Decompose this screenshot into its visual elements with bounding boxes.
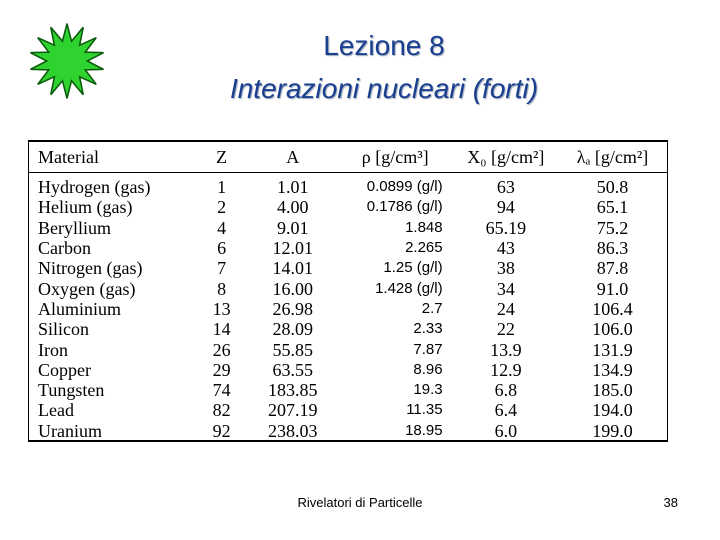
- cell-radiation-length: 13.9: [490, 339, 522, 360]
- cell-a: 63.55: [272, 359, 313, 380]
- table-right-border: [667, 142, 668, 440]
- cell-a: 14.01: [272, 258, 313, 279]
- cell-density: 2.265: [405, 239, 443, 257]
- cell-interaction-length: 199.0: [592, 420, 633, 441]
- cell-radiation-length: 24: [496, 298, 515, 319]
- cell-material: Beryllium: [38, 217, 111, 238]
- cell-z: 13: [212, 298, 231, 319]
- cell-material: Nitrogen (gas): [38, 258, 143, 279]
- cell-material: Oxygen (gas): [38, 278, 136, 299]
- cell-density: 2.33: [413, 320, 443, 338]
- cell-a: 183.85: [267, 380, 318, 401]
- cell-radiation-length: 43: [496, 238, 515, 259]
- table-row: [28, 218, 668, 238]
- cell-z: 4: [217, 217, 227, 238]
- cell-material: Tungsten: [38, 380, 105, 401]
- table-header-row: [28, 142, 668, 173]
- cell-interaction-length: 185.0: [592, 380, 633, 401]
- cell-interaction-length: 194.0: [592, 400, 633, 421]
- cell-material: Silicon: [38, 319, 90, 340]
- cell-a: 9.01: [276, 217, 309, 238]
- header-a: A: [250, 142, 336, 173]
- cell-radiation-length: 12.9: [490, 359, 522, 380]
- cell-z: 6: [217, 238, 227, 259]
- cell-z: 1: [217, 177, 227, 198]
- header-radiation-length: X₀ [g/cm²]: [455, 142, 557, 173]
- table-row: [28, 339, 668, 359]
- cell-material: Uranium: [38, 420, 102, 441]
- cell-a: 12.01: [272, 238, 313, 259]
- cell-a: 4.00: [276, 197, 309, 218]
- table-row: [28, 299, 668, 319]
- table-row: [28, 173, 668, 198]
- table-row: [28, 258, 668, 278]
- table-row: [28, 238, 668, 258]
- cell-a: 207.19: [267, 400, 318, 421]
- cell-density: 19.3: [413, 381, 443, 399]
- cell-material: Copper: [38, 359, 91, 380]
- cell-interaction-length: 87.8: [596, 258, 629, 279]
- cell-density: 2.7: [421, 299, 443, 317]
- page-title: Lezione 8: [323, 30, 445, 61]
- materials-table: [28, 140, 668, 442]
- cell-material: Aluminium: [38, 298, 122, 319]
- cell-radiation-length: 6.0: [494, 420, 518, 441]
- cell-a: 55.85: [272, 339, 313, 360]
- cell-interaction-length: 131.9: [592, 339, 633, 360]
- cell-z: 82: [212, 400, 231, 421]
- cell-density: 8.96: [413, 360, 443, 378]
- cell-interaction-length: 134.9: [592, 359, 633, 380]
- table-row: [28, 380, 668, 400]
- cell-a: 1.01: [276, 177, 309, 198]
- cell-density: 7.87: [413, 340, 443, 358]
- cell-material: Iron: [38, 339, 68, 360]
- cell-radiation-length: 63: [496, 177, 515, 198]
- cell-interaction-length: 50.8: [596, 177, 629, 198]
- cell-z: 29: [212, 359, 231, 380]
- cell-radiation-length: 65.19: [485, 217, 527, 238]
- page-subtitle: Interazioni nucleari (forti): [229, 73, 539, 104]
- table-row: [28, 421, 668, 441]
- cell-material: Hydrogen (gas): [38, 177, 151, 198]
- header-density: ρ [g/cm³]: [336, 142, 455, 173]
- cell-interaction-length: 65.1: [596, 197, 629, 218]
- cell-density: 1.848: [405, 218, 443, 236]
- table-row: [28, 197, 668, 217]
- cell-z: 92: [212, 420, 231, 441]
- cell-material: Helium (gas): [38, 197, 133, 218]
- cell-radiation-length: 94: [496, 197, 515, 218]
- cell-z: 7: [217, 258, 227, 279]
- table-row: [28, 360, 668, 380]
- cell-radiation-length: 6.4: [494, 400, 518, 421]
- cell-z: 2: [217, 197, 227, 218]
- cell-material: Lead: [38, 400, 74, 421]
- footer-course-name: Rivelatori di Particelle: [297, 495, 423, 510]
- cell-density: 11.35: [406, 401, 443, 419]
- cell-z: 8: [217, 278, 227, 299]
- cell-interaction-length: 91.0: [596, 278, 629, 299]
- cell-a: 28.09: [272, 319, 313, 340]
- cell-density: 0.1786 (g/l): [366, 198, 443, 216]
- cell-material: Carbon: [38, 238, 91, 259]
- cell-a: 26.98: [272, 298, 313, 319]
- cell-radiation-length: 38: [496, 258, 515, 279]
- table-row: [28, 278, 668, 298]
- cell-z: 14: [212, 319, 231, 340]
- cell-radiation-length: 22: [496, 319, 515, 340]
- cell-density: 1.428 (g/l): [375, 279, 443, 297]
- cell-z: 74: [212, 380, 231, 401]
- cell-z: 26: [212, 339, 231, 360]
- table-left-border: [28, 142, 29, 440]
- cell-a: 238.03: [267, 420, 318, 441]
- cell-interaction-length: 75.2: [596, 217, 629, 238]
- cell-interaction-length: 86.3: [596, 238, 629, 259]
- cell-interaction-length: 106.0: [592, 319, 633, 340]
- header-material: Material: [28, 142, 194, 173]
- table-row: [28, 400, 668, 420]
- header-z: Z: [194, 142, 250, 173]
- cell-radiation-length: 6.8: [494, 380, 518, 401]
- cell-density: 0.0899 (g/l): [366, 178, 443, 196]
- cell-density: 1.25 (g/l): [383, 259, 443, 277]
- cell-density: 18.95: [405, 421, 443, 439]
- page-number: 38: [663, 495, 678, 510]
- cell-interaction-length: 106.4: [592, 298, 633, 319]
- table-row: [28, 319, 668, 339]
- cell-a: 16.00: [272, 278, 313, 299]
- cell-radiation-length: 34: [496, 278, 515, 299]
- header-interaction-length: λₐ [g/cm²]: [557, 142, 668, 173]
